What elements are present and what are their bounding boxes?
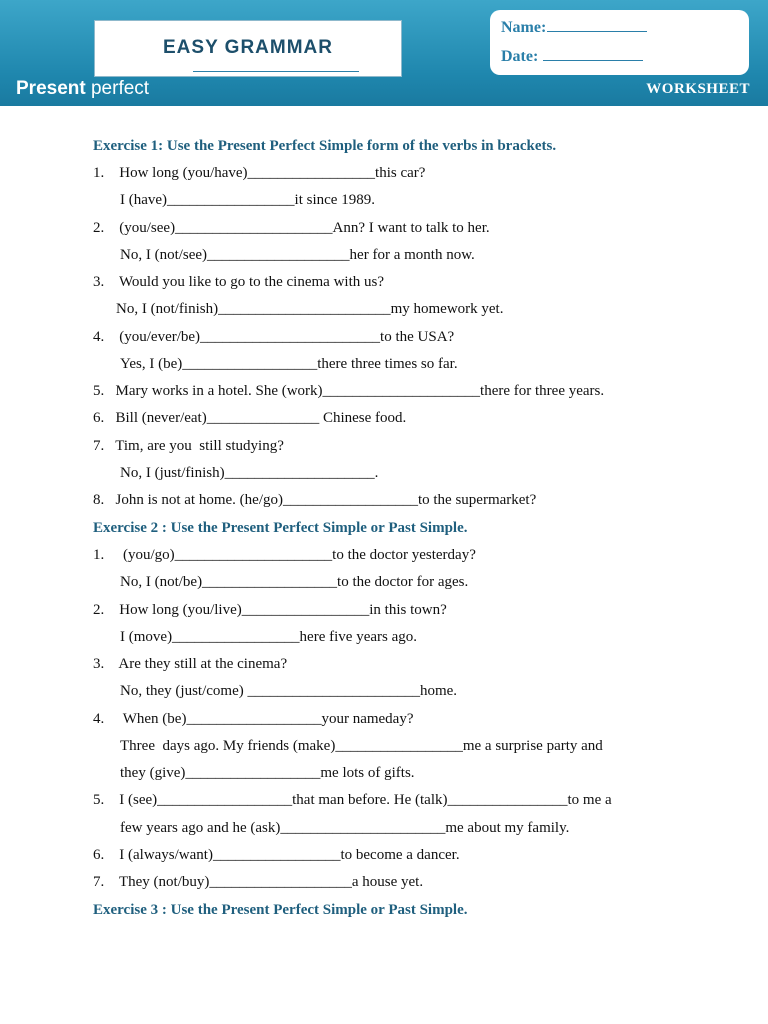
exercise-line: Yes, I (be)__________________there three times so far. bbox=[120, 356, 458, 372]
exercise-line: No, I (not/see)___________________her for a month now. bbox=[120, 247, 475, 263]
name-blank[interactable] bbox=[547, 17, 647, 32]
exercise-line: No, I (not/finish)_______________________my homework yet. bbox=[116, 301, 504, 317]
exercise-line: 3. Are they still at the cinema? bbox=[93, 656, 288, 672]
exercise-line: 6. I (always/want)_________________to become a dancer. bbox=[93, 847, 460, 863]
exercise-line: 7. They (not/buy)___________________a house yet. bbox=[93, 874, 424, 890]
exercise-line: Three days ago. My friends (make)_________________me a surprise party and bbox=[120, 738, 603, 754]
exercise-line: No, I (not/be)__________________to the doctor for ages. bbox=[120, 574, 469, 590]
exercise-line: 2. How long (you/live)_________________in this town? bbox=[93, 602, 447, 618]
name-date-box bbox=[490, 10, 749, 75]
name-label: Name: bbox=[501, 19, 547, 36]
exercise-line: 6. Bill (never/eat)_______________ Chinese food. bbox=[93, 410, 407, 426]
exercise-3-heading: Exercise 3 : Use the Present Perfect Simple or Past Simple. bbox=[93, 902, 468, 918]
title-box bbox=[94, 20, 402, 77]
exercise-line: 4. When (be)__________________your nameday? bbox=[93, 711, 414, 727]
exercise-line: 2. (you/see)_____________________Ann? I want to talk to her. bbox=[93, 220, 490, 236]
worksheet-title: EASY GRAMMAR bbox=[163, 37, 333, 58]
date-blank[interactable] bbox=[543, 46, 643, 61]
exercise-line: 8. John is not at home. (he/go)__________________to the supermarket? bbox=[93, 492, 537, 508]
exercise-line: 1. (you/go)_____________________to the doctor yesterday? bbox=[93, 547, 476, 563]
exercise-line: 7. Tim, are you still studying? bbox=[93, 438, 284, 454]
exercise-line: No, they (just/come) _______________________home. bbox=[120, 683, 458, 699]
title-underline bbox=[193, 71, 359, 72]
date-label: Date: bbox=[501, 48, 543, 65]
exercise-line: 1. How long (you/have)_________________this car? bbox=[93, 165, 426, 181]
exercise-line: 3. Would you like to go to the cinema with us? bbox=[93, 274, 384, 290]
exercise-2-heading: Exercise 2 : Use the Present Perfect Simple or Past Simple. bbox=[93, 520, 468, 536]
exercise-line: No, I (just/finish)____________________. bbox=[120, 465, 379, 481]
name-field[interactable] bbox=[501, 17, 647, 37]
exercise-1-heading: Exercise 1: Use the Present Perfect Simple form of the verbs in brackets. bbox=[93, 138, 557, 154]
exercise-line: 4. (you/ever/be)________________________to the USA? bbox=[93, 329, 455, 345]
exercise-line: 5. Mary works in a hotel. She (work)_____________________there for three years. bbox=[93, 383, 605, 399]
date-field[interactable] bbox=[501, 46, 643, 66]
exercise-line: they (give)__________________me lots of gifts. bbox=[120, 765, 415, 781]
page-subtitle: Present perfect bbox=[16, 78, 150, 99]
worksheet-label: WORKSHEET bbox=[646, 81, 750, 97]
exercise-line: I (move)_________________here five years ago. bbox=[120, 629, 417, 645]
exercise-line: I (have)_________________it since 1989. bbox=[120, 192, 375, 208]
exercise-line: 5. I (see)__________________that man before. He (talk)________________to me a bbox=[93, 792, 612, 808]
exercise-line: few years ago and he (ask)______________________me about my family. bbox=[120, 820, 570, 836]
